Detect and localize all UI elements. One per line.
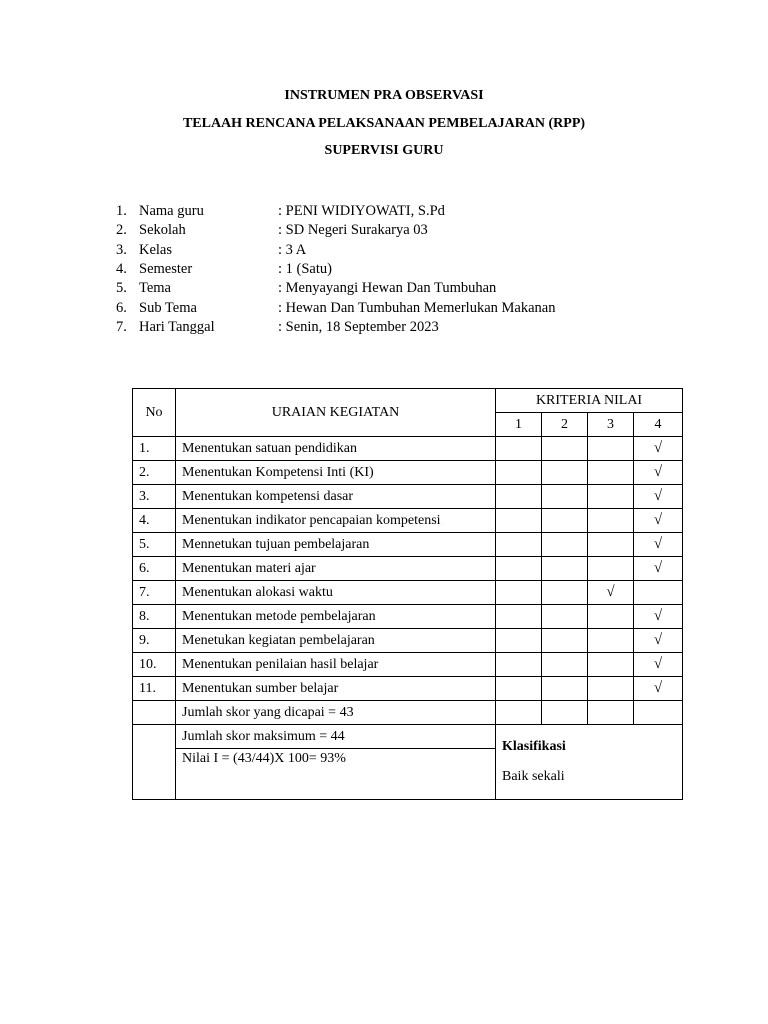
- score-cell-4: [634, 701, 683, 725]
- row-activity: Menentukan alokasi waktu: [176, 581, 496, 605]
- info-number: 1.: [116, 203, 127, 219]
- check-mark: √: [606, 584, 615, 600]
- score-cell-2: [542, 629, 588, 653]
- score-cell-4: [634, 677, 683, 701]
- assessment-table: [132, 388, 683, 800]
- info-value: : 3 A: [278, 241, 307, 258]
- header-uraian-kegiatan: URAIAN KEGIATAN: [176, 389, 496, 437]
- row-activity: Mennetukan tujuan pembelajaran: [176, 533, 496, 557]
- table-row: [133, 533, 683, 557]
- score-cell-1: [496, 461, 542, 485]
- score-cell-3: [588, 677, 634, 701]
- score-cell-2: [542, 533, 588, 557]
- empty-cell: [133, 725, 176, 800]
- info-number: 5.: [116, 280, 127, 297]
- score-cell-2: [542, 701, 588, 725]
- row-number: 8.: [133, 605, 176, 629]
- header-kriteria-nilai: KRITERIA NILAI: [496, 389, 683, 413]
- score-cell-1: [496, 605, 542, 629]
- table-row: [133, 485, 683, 509]
- score-cell-4: [634, 605, 683, 629]
- classification-label: Klasifikasi: [502, 739, 566, 754]
- table-row: [133, 581, 683, 605]
- max-score-row: [133, 725, 683, 749]
- row-activity: Menentukan sumber belajar: [176, 677, 496, 701]
- score-cell-4: [634, 437, 683, 461]
- info-row: [0, 241, 768, 260]
- check-mark: √: [653, 536, 663, 552]
- check-mark: √: [653, 560, 663, 576]
- score-cell-3: [588, 509, 634, 533]
- info-label: Tema: [139, 280, 171, 297]
- score-cell-2: [542, 653, 588, 677]
- total-score-text: Jumlah skor yang dicapai = 43: [176, 701, 496, 725]
- score-cell-4: [634, 485, 683, 509]
- score-cell-4: [634, 581, 683, 605]
- check-mark: √: [653, 632, 663, 648]
- info-number: 4.: [116, 260, 127, 277]
- score-cell-1: [496, 437, 542, 461]
- info-row: [0, 299, 768, 318]
- info-label: Kelas: [139, 241, 173, 258]
- score-cell-4: [634, 461, 683, 485]
- row-number: 1.: [133, 437, 176, 461]
- header-score-1: 1: [496, 413, 542, 437]
- score-cell-3: [588, 461, 634, 485]
- row-number: 2.: [133, 461, 176, 485]
- info-number: 6.: [116, 299, 127, 316]
- row-number: 3.: [133, 485, 176, 509]
- score-cell-4: [634, 557, 683, 581]
- row-activity: Menentukan indikator pencapaian kompetensi: [176, 509, 496, 533]
- score-cell-3: [588, 437, 634, 461]
- score-cell-4: [634, 533, 683, 557]
- row-activity: Menetukan kegiatan pembelajaran: [176, 629, 496, 653]
- score-cell-3: [588, 485, 634, 509]
- classification-value: Baik sekali: [502, 769, 565, 784]
- score-cell-4: [634, 653, 683, 677]
- info-number: 7.: [116, 318, 127, 335]
- info-row: [0, 202, 768, 221]
- info-row: [0, 318, 768, 337]
- row-activity: Menentukan kompetensi dasar: [176, 485, 496, 509]
- row-number: 10.: [133, 653, 176, 677]
- info-label: Nama guru: [139, 203, 204, 219]
- info-value: : SD Negeri Surakarya 03: [278, 222, 428, 239]
- header-score-3: 3: [588, 413, 634, 437]
- table-row: [133, 557, 683, 581]
- check-mark: √: [653, 464, 663, 480]
- check-mark: √: [653, 680, 663, 696]
- score-cell-3: [588, 701, 634, 725]
- check-mark: √: [653, 512, 663, 528]
- info-value: : Senin, 18 September 2023: [278, 318, 439, 335]
- score-cell-1: [496, 509, 542, 533]
- score-cell-2: [542, 581, 588, 605]
- info-value: : PENI WIDIYOWATI, S.Pd: [278, 203, 445, 219]
- check-mark: √: [653, 488, 663, 504]
- score-cell-2: [542, 437, 588, 461]
- row-number: 9.: [133, 629, 176, 653]
- doc-title-line3: SUPERVISI GURU: [324, 143, 444, 158]
- doc-title-line2: TELAAH RENCANA PELAKSANAAN PEMBELAJARAN (RPP): [182, 116, 586, 131]
- score-cell-1: [496, 581, 542, 605]
- info-label: Hari Tanggal: [139, 318, 215, 335]
- score-cell-2: [542, 557, 588, 581]
- info-row: [0, 221, 768, 240]
- classification-cell: [496, 725, 683, 800]
- total-score-row: [133, 701, 683, 725]
- score-cell-4: [634, 509, 683, 533]
- header-score-2: 2: [542, 413, 588, 437]
- row-number: 4.: [133, 509, 176, 533]
- row-number: 11.: [133, 677, 176, 701]
- score-cell-3: [588, 605, 634, 629]
- info-row: [0, 260, 768, 279]
- score-cell-3: [588, 629, 634, 653]
- info-value: : Hewan Dan Tumbuhan Memerlukan Makanan: [278, 299, 556, 316]
- table-row: [133, 437, 683, 461]
- table-row: [133, 605, 683, 629]
- info-number: 2.: [116, 222, 127, 239]
- final-score-text: Nilai I = (43/44)X 100= 93%: [176, 749, 496, 800]
- row-activity: Menentukan Kompetensi Inti (KI): [176, 461, 496, 485]
- row-number: 7.: [133, 581, 176, 605]
- score-cell-1: [496, 485, 542, 509]
- info-label: Sekolah: [139, 222, 186, 239]
- table-row: [133, 461, 683, 485]
- score-cell-3: [588, 581, 634, 605]
- score-cell-2: [542, 605, 588, 629]
- score-cell-1: [496, 533, 542, 557]
- score-cell-1: [496, 701, 542, 725]
- info-number: 3.: [116, 241, 127, 258]
- score-cell-1: [496, 629, 542, 653]
- row-activity: Menentukan satuan pendidikan: [176, 437, 496, 461]
- header-score-4: 4: [634, 413, 683, 437]
- header-no: No: [133, 389, 176, 437]
- info-row: [0, 279, 768, 298]
- info-label: Semester: [139, 260, 193, 277]
- check-mark: √: [653, 440, 663, 456]
- info-label: Sub Tema: [139, 299, 197, 316]
- score-cell-2: [542, 461, 588, 485]
- table-row: [133, 629, 683, 653]
- row-activity: Menentukan penilaian hasil belajar: [176, 653, 496, 677]
- score-cell-2: [542, 485, 588, 509]
- table-row: [133, 677, 683, 701]
- score-cell-4: [634, 629, 683, 653]
- check-mark: √: [653, 656, 663, 672]
- row-activity: Menentukan metode pembelajaran: [176, 605, 496, 629]
- max-score-text: Jumlah skor maksimum = 44: [176, 725, 496, 749]
- table-row: [133, 509, 683, 533]
- row-number: 6.: [133, 557, 176, 581]
- info-value: : Menyayangi Hewan Dan Tumbuhan: [278, 280, 497, 297]
- info-value: : 1 (Satu): [278, 260, 332, 277]
- doc-title-line1: INSTRUMEN PRA OBSERVASI: [284, 88, 484, 103]
- check-mark: √: [653, 608, 663, 624]
- table-row: [133, 653, 683, 677]
- row-number: 5.: [133, 533, 176, 557]
- empty-cell: [133, 701, 176, 725]
- score-cell-1: [496, 653, 542, 677]
- score-cell-1: [496, 557, 542, 581]
- score-cell-3: [588, 533, 634, 557]
- score-cell-2: [542, 677, 588, 701]
- score-cell-3: [588, 557, 634, 581]
- row-activity: Menentukan materi ajar: [176, 557, 496, 581]
- score-cell-3: [588, 653, 634, 677]
- score-cell-1: [496, 677, 542, 701]
- score-cell-2: [542, 509, 588, 533]
